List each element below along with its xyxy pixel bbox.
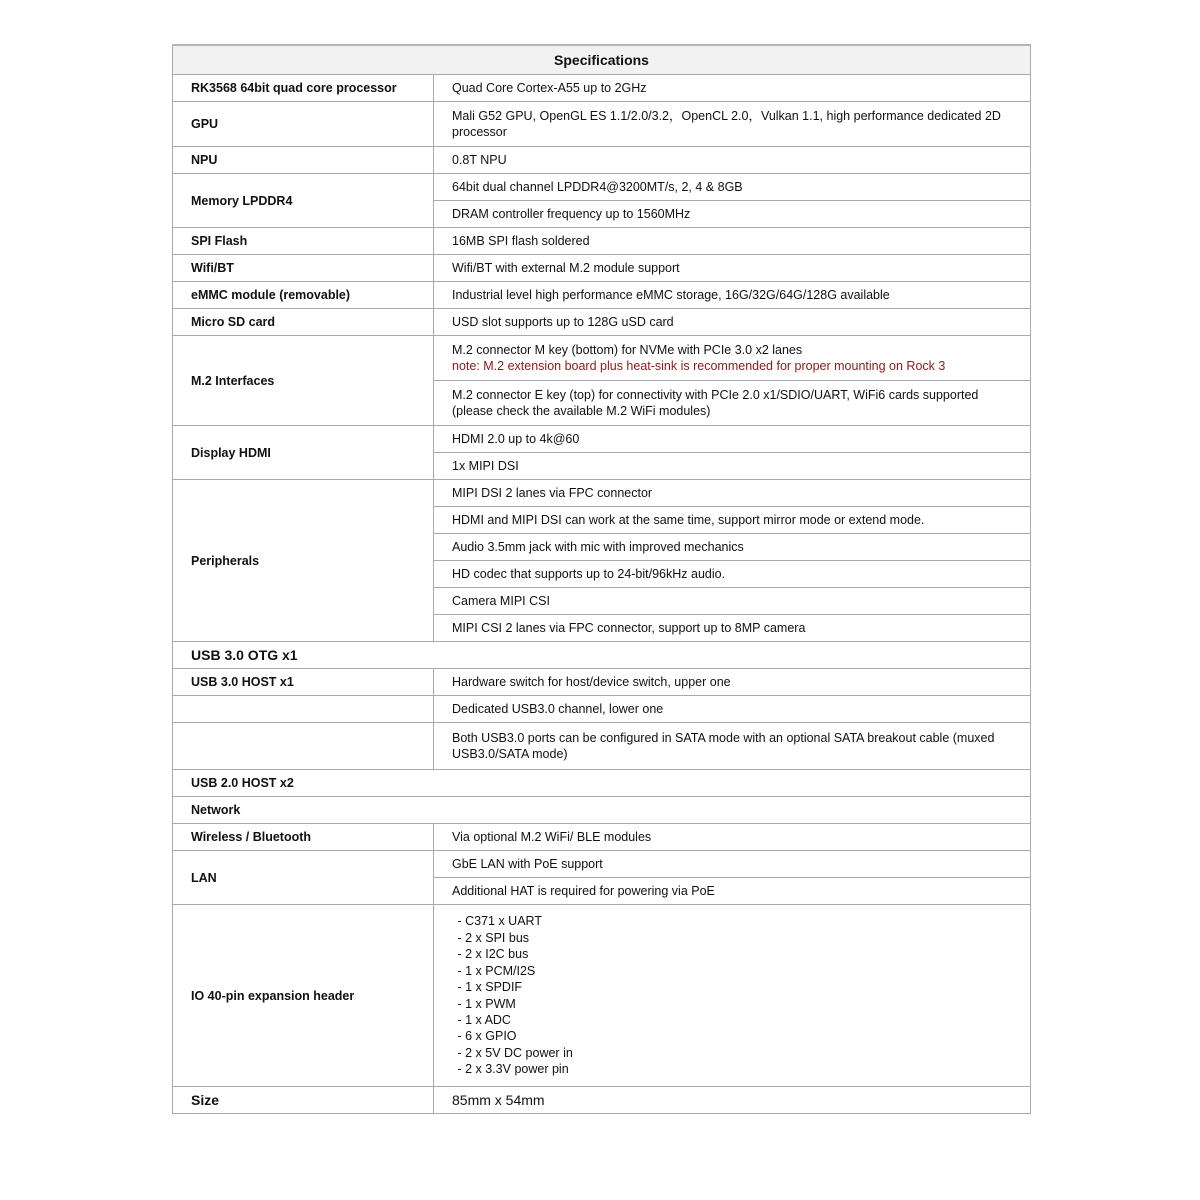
row-label: RK3568 64bit quad core processor [173, 75, 434, 102]
row-value: 1x MIPI DSI [434, 453, 1031, 480]
row-label: Wireless / Bluetooth [173, 824, 434, 851]
row-label: Peripherals [173, 480, 434, 642]
row-label: eMMC module (removable) [173, 282, 434, 309]
table-row [173, 770, 1031, 797]
row-label: Network [173, 797, 1031, 824]
table-header-row [173, 45, 1031, 75]
row-value: GbE LAN with PoE support [434, 851, 1031, 878]
row-value: 16MB SPI flash soldered [434, 228, 1031, 255]
table-row [173, 642, 1031, 669]
table-row [173, 102, 1031, 147]
row-label: GPU [173, 102, 434, 147]
row-value: Audio 3.5mm jack with mic with improved mechanics [434, 534, 1031, 561]
row-value: HD codec that supports up to 24-bit/96kHz audio. [434, 561, 1031, 588]
row-value: MIPI CSI 2 lanes via FPC connector, support up to 8MP camera [434, 615, 1031, 642]
io-item: - 1 x ADC [454, 1012, 511, 1027]
row-value: 64bit dual channel LPDDR4@3200MT/s, 2, 4 & 8GB [434, 174, 1031, 201]
m2-note-text: note: M.2 extension board plus heat-sink is recommended for proper mounting on Rock 3 [452, 359, 946, 373]
table-row [173, 824, 1031, 851]
row-value: Camera MIPI CSI [434, 588, 1031, 615]
row-value: Quad Core Cortex-A55 up to 2GHz [434, 75, 1031, 102]
row-value: M.2 connector E key (top) for connectivity with PCIe 2.0 x1/SDIO/UART, WiFi6 cards supported (please check the available M.2 WiFi modules) [434, 381, 1031, 426]
row-label: USB 3.0 HOST x1 [173, 669, 434, 696]
row-value: Industrial level high performance eMMC storage, 16G/32G/64G/128G available [434, 282, 1031, 309]
row-value: MIPI DSI 2 lanes via FPC connector [434, 480, 1031, 507]
row-value: Additional HAT is required for powering via PoE [434, 878, 1031, 905]
io-item: - 2 x SPI bus [454, 930, 530, 945]
io-item: - 2 x 5V DC power in [454, 1045, 573, 1060]
row-label-empty [173, 696, 434, 723]
io-item: - 2 x I2C bus [454, 947, 529, 962]
table-row [173, 228, 1031, 255]
row-value: Via optional M.2 WiFi/ BLE modules [434, 824, 1031, 851]
row-value: HDMI 2.0 up to 4k@60 [434, 426, 1031, 453]
row-label: Size [173, 1087, 434, 1114]
row-label: NPU [173, 147, 434, 174]
table-title: Specifications [173, 45, 1031, 75]
row-value: 0.8T NPU [434, 147, 1031, 174]
table-row [173, 480, 1031, 507]
io-item: - 1 x PWM [454, 996, 516, 1011]
row-value: Dedicated USB3.0 channel, lower one [434, 696, 1031, 723]
row-label: USB 2.0 HOST x2 [173, 770, 1031, 797]
row-label: M.2 Interfaces [173, 336, 434, 426]
row-value: DRAM controller frequency up to 1560MHz [434, 201, 1031, 228]
table-row [173, 905, 1031, 1087]
row-value: HDMI and MIPI DSI can work at the same time, support mirror mode or extend mode. [434, 507, 1031, 534]
table-row [173, 797, 1031, 824]
table-row [173, 426, 1031, 453]
io-item: - 1 x PCM/I2S [454, 963, 536, 978]
io-item: - 1 x SPDIF [454, 980, 523, 995]
table-row [173, 1087, 1031, 1114]
row-label: IO 40-pin expansion header [173, 905, 434, 1087]
table-row [173, 669, 1031, 696]
table-row [173, 147, 1031, 174]
specifications-table [172, 44, 1031, 1114]
row-value: USD slot supports up to 128G uSD card [434, 309, 1031, 336]
row-label-empty [173, 723, 434, 770]
io-pin-list [434, 905, 1031, 1087]
row-label: LAN [173, 851, 434, 905]
row-value [434, 336, 1031, 381]
table-row [173, 723, 1031, 770]
row-label: Micro SD card [173, 309, 434, 336]
table-row [173, 696, 1031, 723]
table-row [173, 282, 1031, 309]
table-row [173, 75, 1031, 102]
m2-m-key-text: M.2 connector M key (bottom) for NVMe with PCIe 3.0 x2 lanes [452, 343, 803, 357]
table-row [173, 309, 1031, 336]
row-label: USB 3.0 OTG x1 [173, 642, 1031, 669]
table-row [173, 336, 1031, 381]
row-value: Wifi/BT with external M.2 module support [434, 255, 1031, 282]
io-item: - 6 x GPIO [454, 1029, 517, 1044]
io-item: - 2 x 3.3V power pin [454, 1062, 569, 1077]
row-label: Memory LPDDR4 [173, 174, 434, 228]
row-value: Hardware switch for host/device switch, upper one [434, 669, 1031, 696]
row-label: Wifi/BT [173, 255, 434, 282]
table-row [173, 174, 1031, 201]
table-row [173, 851, 1031, 878]
io-item: - C371 x UART [454, 914, 542, 929]
row-value: Mali G52 GPU, OpenGL ES 1.1/2.0/3.2，OpenCL 2.0，Vulkan 1.1, high performance dedicated 2D processor [434, 102, 1031, 147]
row-label: Display HDMI [173, 426, 434, 480]
row-label: SPI Flash [173, 228, 434, 255]
row-value: 85mm x 54mm [434, 1087, 1031, 1114]
row-value: Both USB3.0 ports can be configured in SATA mode with an optional SATA breakout cable (muxed USB3.0/SATA mode) [434, 723, 1031, 770]
table-row [173, 255, 1031, 282]
